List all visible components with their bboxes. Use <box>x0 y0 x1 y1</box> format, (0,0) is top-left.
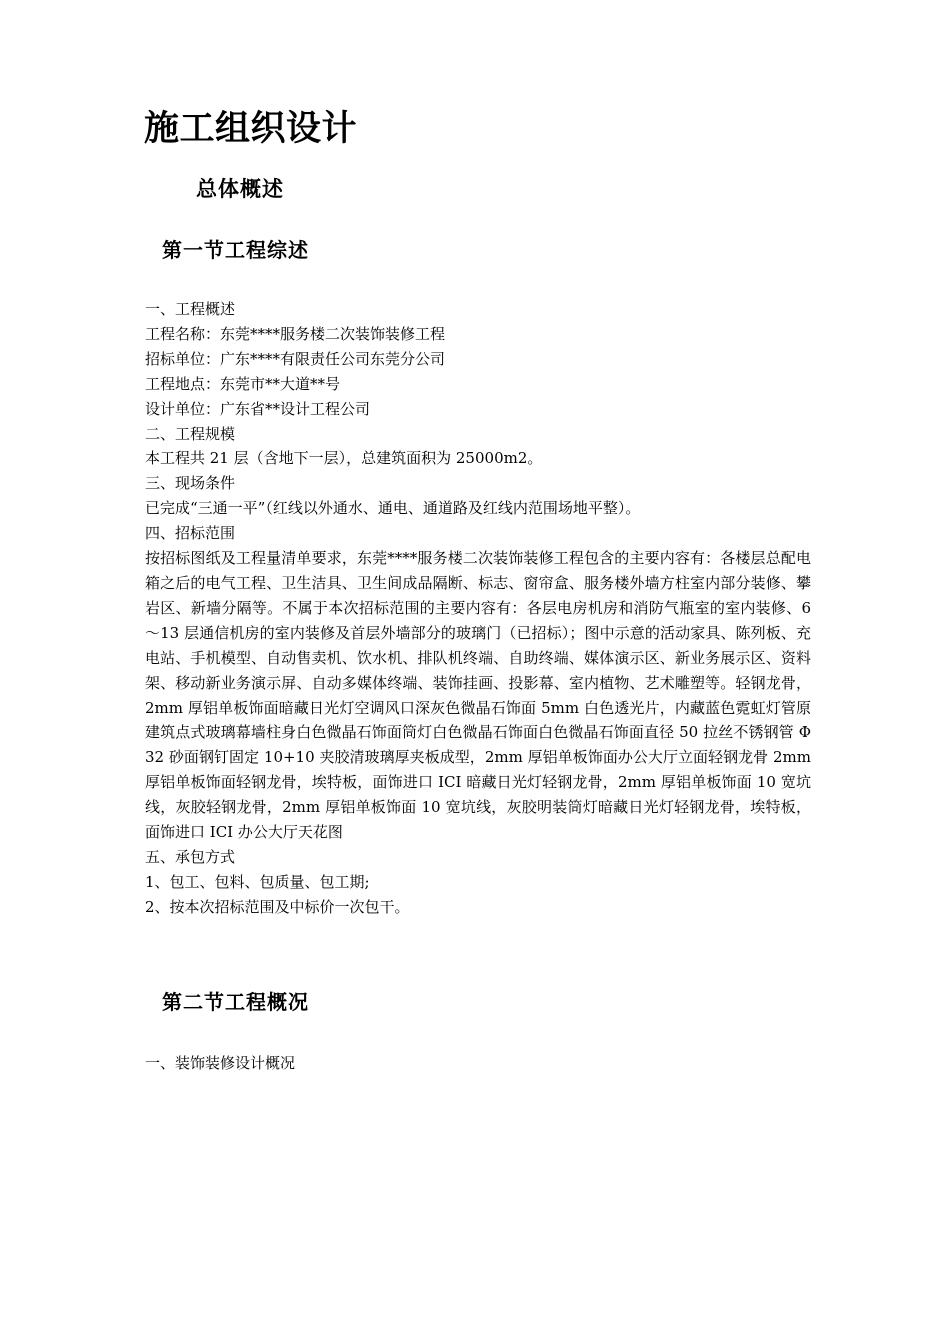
section-1-body <box>145 297 811 920</box>
body-line: 一、工程概述 <box>145 300 236 318</box>
body-line: 三、现场条件 <box>145 474 236 493</box>
body-line: 一、装饰装修设计概况 <box>145 1054 296 1072</box>
body-line: 1、包工、包料、包质量、包工期; <box>145 872 370 891</box>
body-line: 工程名称：东莞****服务楼二次装饰装修工程 <box>145 324 446 343</box>
body-line: 工程地点：东莞市**大道**号 <box>145 374 341 393</box>
body-paragraph: 按招标图纸及工程量清单要求，东莞****服务楼二次装饰装修工程包含的主要内容有：各楼层总配电箱之后的电气工程、卫生洁具、卫生间成品隔断、标志、窗帘盒、服务楼外墙方柱室内部分装修、攀岩区、新墙分隔等。不属于本次招标范围的主要内容有：各层电房机房和消防气瓶室的室内装修、6～13 层通信机房的室内装修及首层外墙部分的玻璃门（已招标）；图中示意的活动家具、陈列板、充电站、手机模型、自动售卖机、饮水机、排队机终端、自助终端、媒体演示区、新业务展示区、资料架、移动新业务演示屏、自动多媒体终端、装饰挂画、投影幕、室内植物、艺术雕塑等。轻钢龙骨，2mm 厚铝单板饰面暗藏日光灯空调风口深灰色微晶石饰面 5mm 白色透光片，内藏蓝色霓虹灯管原建筑点式玻璃幕墙柱身白色微晶石饰面筒灯白色微晶石饰面白色微晶石饰面直径 50 拉丝不锈钢管 Φ32 砂面钢钉固定 10+10 夹胶清玻璃厚夹板成型，2mm 厚铝单板饰面办公大厅立面轻钢龙骨 2mm 厚铝单板饰面轻钢龙骨，埃特板，面饰进口 ICI 暗藏日光灯轻钢龙骨，2mm 厚铝单板饰面 10 宽坑线，灰胶轻钢龙骨，2mm 厚铝单板饰面 10 宽坑线，灰胶明装筒灯暗藏日光灯轻钢龙骨，埃特板，面饰进口 ICI 办公大厅天花图 <box>145 549 811 842</box>
body-line: 四、招标范围 <box>145 524 236 543</box>
section-heading-1: 第一节工程综述 <box>162 238 309 262</box>
document-title: 施工组织设计 <box>144 109 358 149</box>
body-line: 五、承包方式 <box>145 847 236 866</box>
overview-heading: 总体概述 <box>196 177 284 201</box>
body-line: 设计单位：广东省**设计工程公司 <box>145 399 371 418</box>
section-heading-2: 第二节工程概况 <box>162 990 309 1014</box>
body-line: 招标单位：广东****有限责任公司东莞分公司 <box>145 349 446 368</box>
body-line: 已完成“三通一平”（红线以外通水、通电、通道路及红线内范围场地平整）。 <box>145 499 641 518</box>
section-2-body <box>145 1051 811 1076</box>
body-line: 二、工程规模 <box>145 424 236 443</box>
body-line: 2、按本次招标范围及中标价一次包干。 <box>145 897 410 916</box>
body-line: 本工程共 21 层（含地下一层），总建筑面积为 25000m2。 <box>145 449 543 468</box>
